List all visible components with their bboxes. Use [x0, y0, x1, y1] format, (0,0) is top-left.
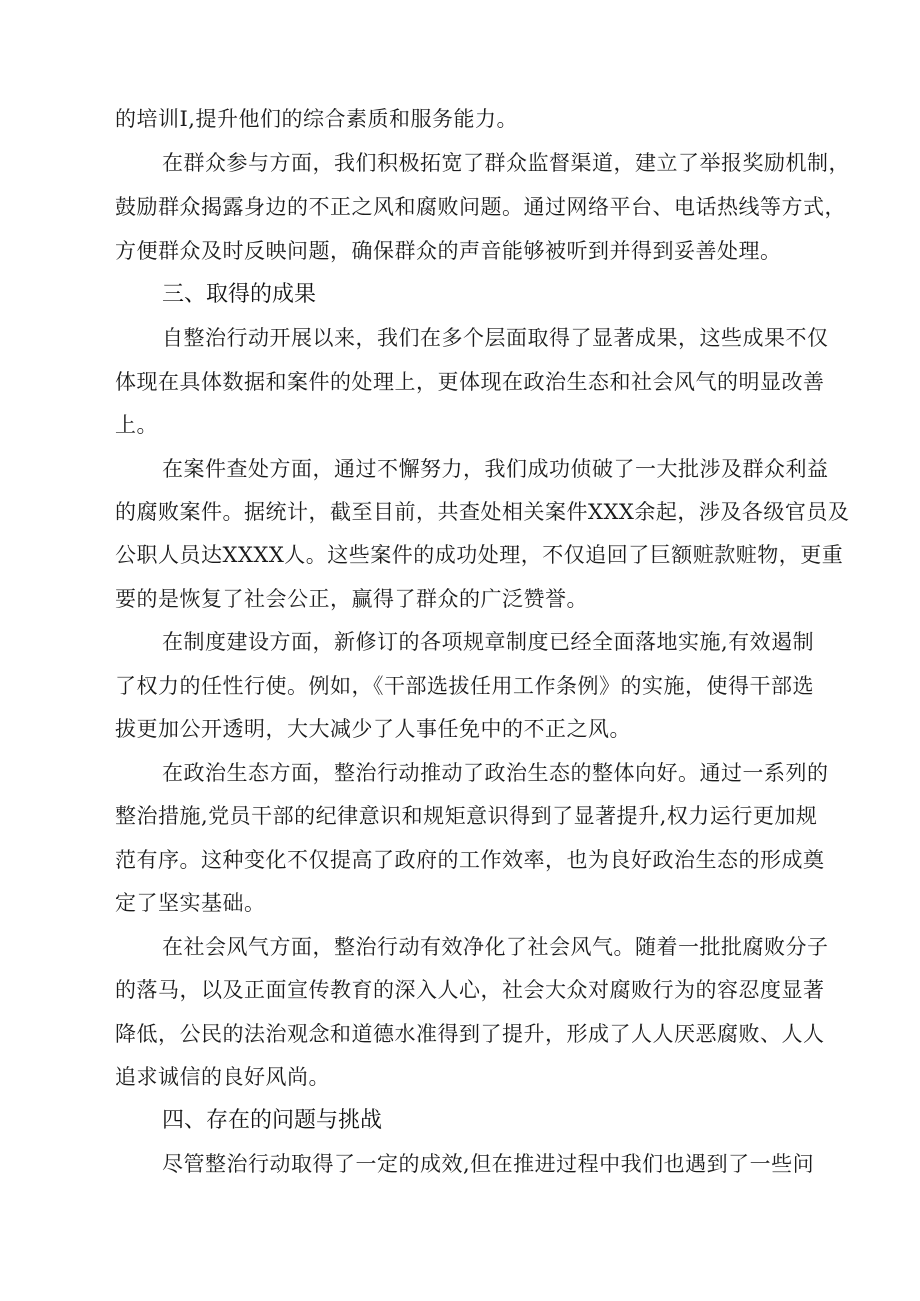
- text-line: 的培训I,提升他们的综合素质和服务能力。: [115, 107, 518, 131]
- paragraph-first-line: 在政治生态方面，整治行动推动了政治生态的整体向好。通过一系列的: [162, 761, 829, 785]
- paragraph-first-line: 在社会风气方面，整治行动有效净化了社会风气。随着一批批腐败分子: [162, 935, 829, 959]
- text-line: 上。: [115, 413, 158, 437]
- text-line: 范有序。这种变化不仅提高了政府的工作效率，也为良好政治生态的形成奠: [115, 848, 825, 872]
- text-line: 要的是恢复了社会公正，赢得了群众的广泛赞誉。: [115, 587, 588, 611]
- text-line: 定了坚实基础。: [115, 891, 266, 915]
- paragraph-first-line: 尽管整治行动取得了一定的成效,但在推进过程中我们也遇到了一些问: [162, 1152, 815, 1176]
- text-line: 的落马，以及正面宣传教育的深入人心，社会大众对腐败行为的容忍度显著: [115, 978, 825, 1002]
- text-line: 体现在具体数据和案件的处理上，更体现在政治生态和社会风气的明显改善: [115, 370, 825, 394]
- text-line: 追求诚信的良好风尚。: [115, 1065, 330, 1089]
- text-line: 鼓励群众揭露身边的不正之风和腐败问题。通过网络平台、电话热线等方式，: [115, 195, 846, 219]
- paragraph-first-line: 自整治行动开展以来，我们在多个层面取得了显著成果，这些成果不仅: [162, 326, 829, 350]
- paragraph-first-line: 在案件查处方面，通过不懈努力，我们成功侦破了一大批涉及群众利益: [162, 457, 829, 481]
- paragraph-first-line: 在群众参与方面，我们积极拓宽了群众监督渠道，建立了举报奖励机制，: [162, 151, 850, 175]
- text-line: 整治措施,党员干部的纪律意识和规矩意识得到了显著提升,权力运行更加规: [115, 804, 818, 828]
- section-heading: 三、取得的成果: [162, 282, 317, 307]
- paragraph-first-line: 在制度建设方面，新修订的各项规章制度已经全面落地实施,有效遏制: [162, 630, 815, 654]
- text-line: 了权力的任性行使。例如，《干部选拔任用工作条例》的实施，使得干部选: [115, 674, 814, 698]
- text-line: 方便群众及时反映问题，确保群众的声音能够被听到并得到妥善处理。: [115, 239, 782, 263]
- text-line: 的腐败案件。据统计，截至目前，共查处相关案件XXX余起，涉及各级官员及: [115, 500, 850, 524]
- text-line: 拔更加公开透明，大大减少了人事任免中的不正之风。: [115, 717, 631, 741]
- section-heading: 四、存在的问题与挑战: [162, 1108, 383, 1133]
- text-line: 降低，公民的法治观念和道德水准得到了提升，形成了人人厌恶腐败、人人: [115, 1022, 825, 1046]
- text-line: 公职人员达XXXX人。这些案件的成功处理，不仅追回了巨额赃款赃物，更重: [115, 543, 844, 567]
